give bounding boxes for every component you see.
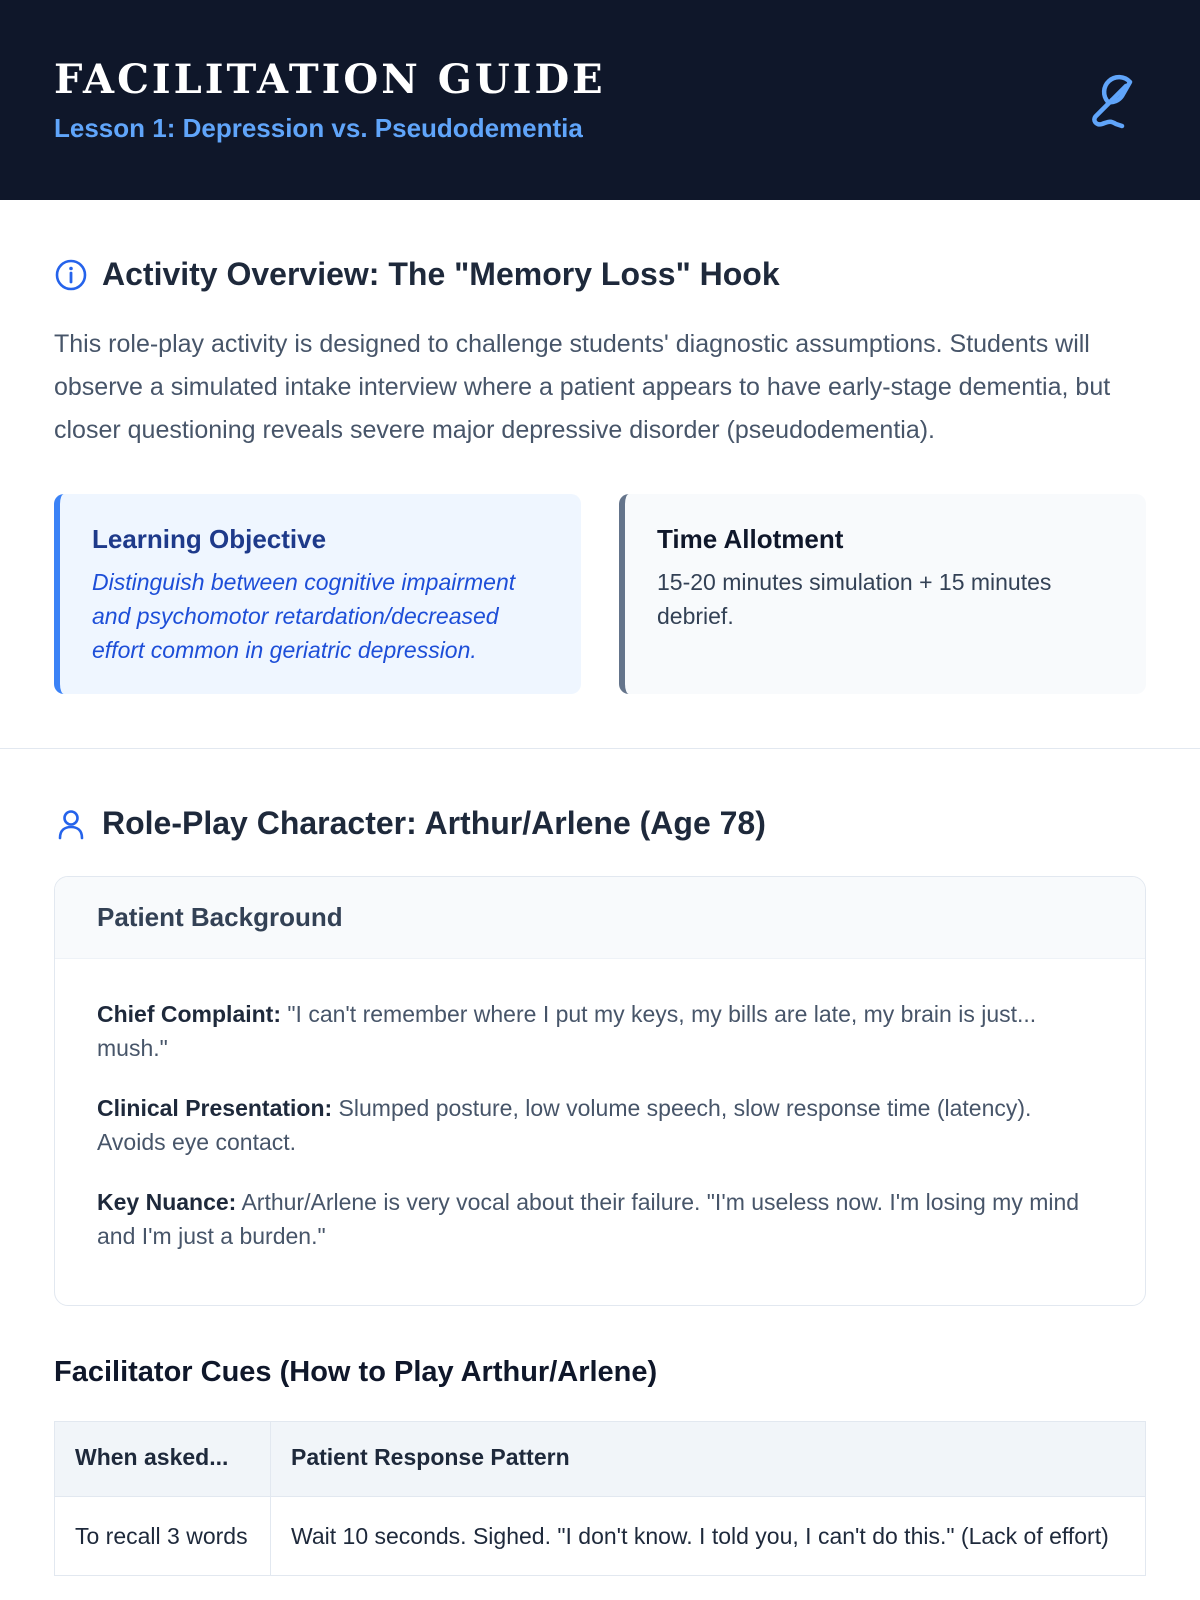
facilitator-cues-table — [54, 1421, 1146, 1576]
time-allotment-card — [619, 494, 1146, 694]
page-header — [0, 0, 1200, 200]
table-cell: Wait 10 seconds. Sighed. "I don't know. I told you, I can't do this." (Lack of effort) — [271, 1497, 1146, 1576]
table-header: Patient Response Pattern — [271, 1422, 1146, 1497]
character-title: Role-Play Character: Arthur/Arlene (Age 78) — [102, 805, 766, 841]
overview-title: Activity Overview: The "Memory Loss" Hook — [102, 256, 780, 292]
overview-cards — [54, 494, 1146, 694]
patient-background-title: Patient Background — [55, 877, 1145, 959]
key-nuance: Key Nuance: Arthur/Arlene is very vocal about their failure. "I'm useless now. I'm losing my mind and I'm just a burden." — [97, 1189, 1080, 1249]
activity-overview-section — [0, 200, 1200, 694]
clinical-presentation: Clinical Presentation: Slumped posture, low volume speech, slow response time (latency). Avoids eye contact. — [97, 1095, 1032, 1155]
table-header: When asked... — [55, 1422, 271, 1497]
time-allotment-text: 15-20 minutes simulation + 15 minutes debrief. — [657, 569, 1052, 629]
microphone-icon — [1082, 66, 1146, 130]
learning-objective-title: Learning Objective — [92, 524, 327, 554]
learning-objective-text: Distinguish between cognitive impairment and psychomotor retardation/decreased effort common in geriatric depression. — [92, 569, 516, 663]
time-allotment-title: Time Allotment — [657, 524, 844, 554]
table-cell: To recall 3 words — [55, 1497, 271, 1576]
page-title: FACILITATION GUIDE — [54, 56, 606, 103]
table-header-row — [55, 1422, 1146, 1497]
patient-background-card — [54, 876, 1146, 1306]
learning-objective-card — [54, 494, 581, 694]
user-icon — [54, 807, 88, 841]
role-play-section — [0, 749, 1200, 1576]
facilitator-cues-title: Facilitator Cues (How to Play Arthur/Arlene) — [54, 1356, 658, 1388]
info-icon — [54, 258, 88, 292]
chief-complaint: Chief Complaint: "I can't remember where I put my keys, my bills are late, my brain is just... mush." — [97, 1001, 1037, 1061]
overview-text: This role-play activity is designed to challenge students' diagnostic assumptions. Students will observe a simulated intake interview where a patient appears to have early-stage dementia, but closer questioning reveals severe major depressive disorder (pseudodementia). — [54, 330, 1111, 444]
page-subtitle: Lesson 1: Depression vs. Pseudodementia — [54, 113, 583, 143]
table-row — [55, 1497, 1146, 1576]
